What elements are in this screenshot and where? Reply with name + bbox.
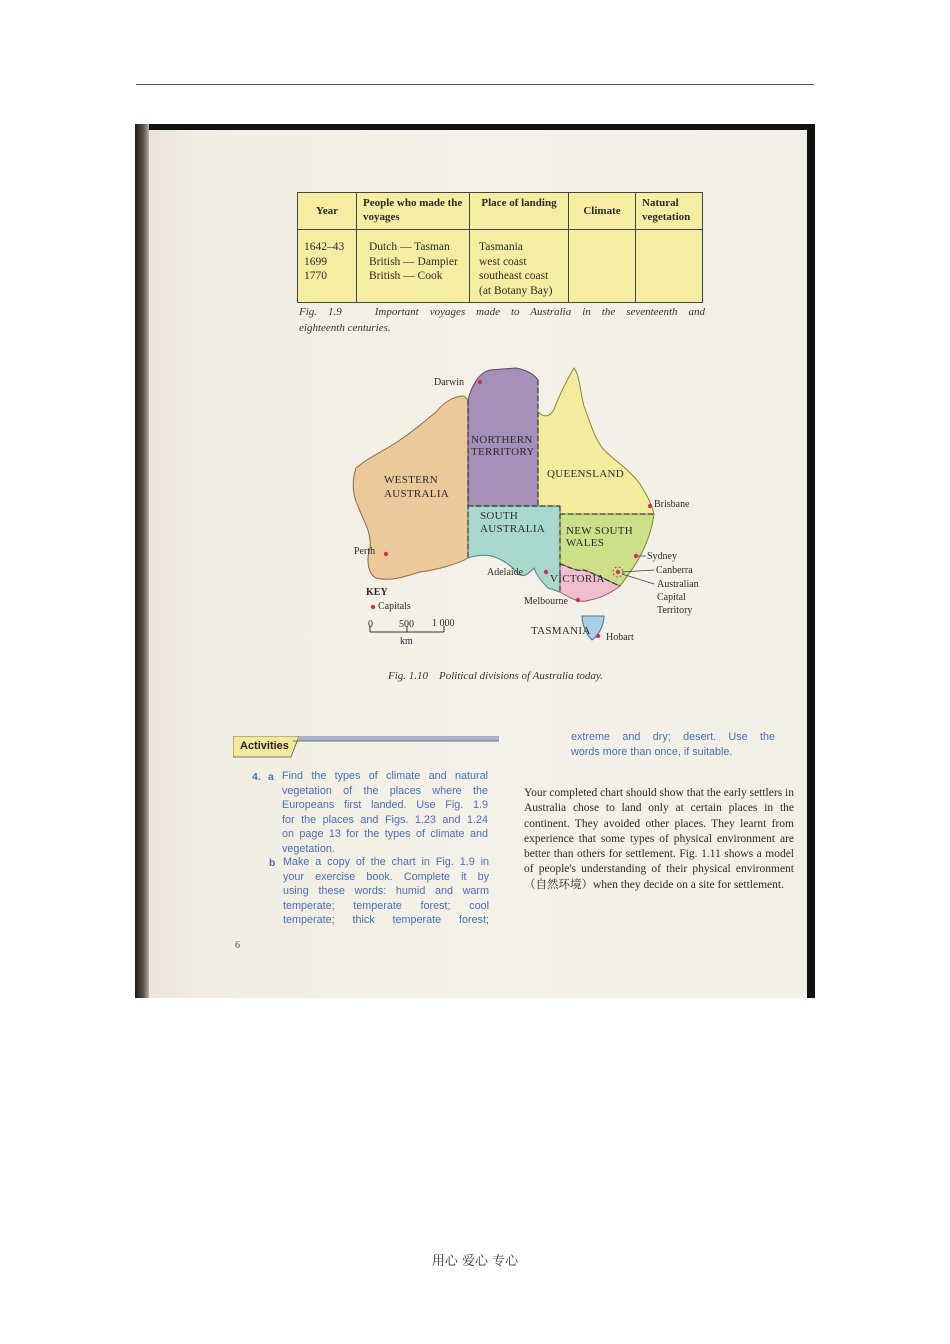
capital-dot-melbourne bbox=[576, 598, 580, 602]
place-value: (at Botany Bay) bbox=[479, 284, 553, 297]
people-value: British — Cook bbox=[369, 270, 443, 282]
activity-a-text bbox=[282, 769, 488, 856]
header-climate: Climate bbox=[569, 193, 636, 230]
label-act-1: Australian bbox=[657, 579, 699, 590]
place-value: Tasmania bbox=[479, 241, 523, 253]
people-cell bbox=[357, 230, 470, 303]
key-capital-dot bbox=[371, 605, 375, 609]
scale-mid: 500 bbox=[399, 619, 414, 630]
table-body-row bbox=[298, 230, 703, 303]
activity-a-line: Find the types of climate and natural bbox=[282, 770, 488, 782]
label-canberra: Canberra bbox=[656, 565, 693, 576]
key-title: KEY bbox=[366, 587, 388, 598]
activity-b-continued-line: words more than once, if suitable. bbox=[571, 745, 733, 758]
activity-b-line: temperate; thick temperate forest; bbox=[283, 914, 489, 926]
label-sa-1: SOUTH bbox=[480, 510, 519, 522]
activity-b-line: your exercise book. Complete it by bbox=[283, 870, 489, 883]
scale-max: 1 000 bbox=[432, 618, 455, 629]
body-paragraph: Your completed chart should show that the early settlers in Australia chose to land only at certain places in the continent. They avoided other places. They learnt from experience that some types of physical environment are better than others for settlement. Fig. 1.11 shows a model of people's understanding of their physical environment（自然环境）when they decide on a site for settlement. bbox=[524, 787, 794, 891]
header-rule bbox=[136, 84, 814, 85]
label-act-3: Territory bbox=[657, 605, 693, 616]
activity-b-text bbox=[283, 855, 489, 928]
fig-1-10-caption bbox=[388, 670, 603, 682]
capital-dot-sydney bbox=[634, 554, 638, 558]
header-vegetation: Natural vegetation bbox=[636, 193, 703, 230]
scale-unit: km bbox=[400, 636, 413, 647]
activity-a-line: on page 13 for the types of climate and bbox=[282, 828, 488, 840]
activity-b-continued-line: extreme and dry; desert. Use the bbox=[571, 731, 775, 743]
header-people: People who made the voyages bbox=[357, 193, 470, 230]
activity-a-line: vegetation of the places where the bbox=[282, 784, 488, 797]
fig-1-10-text: Political divisions of Australia today. bbox=[439, 670, 603, 682]
label-sa-2: AUSTRALIA bbox=[480, 523, 546, 535]
capital-dot-perth bbox=[384, 552, 388, 556]
years-cell bbox=[298, 230, 357, 303]
vegetation-cell bbox=[636, 230, 703, 303]
place-value: west coast bbox=[479, 255, 527, 268]
activity-a-line: vegetation. bbox=[282, 842, 335, 855]
activity-b-continued bbox=[571, 730, 775, 759]
activity-b-line: temperate; temperate forest; cool bbox=[283, 899, 489, 912]
place-value: southeast coast bbox=[479, 270, 549, 282]
fig-1-9-number: Fig. 1.9 bbox=[299, 306, 342, 318]
activity-a-mark: a bbox=[268, 771, 274, 783]
key-capitals-label: Capitals bbox=[378, 601, 411, 612]
people-value: British — Dampier bbox=[369, 255, 458, 268]
label-vic: VICTORIA bbox=[550, 573, 605, 585]
activity-a-line: Europeans first landed. Use Fig. 1.9 bbox=[282, 799, 488, 811]
queensland-region bbox=[538, 368, 654, 514]
label-nt-2: TERRITORY bbox=[471, 446, 535, 458]
label-brisbane: Brisbane bbox=[654, 499, 690, 510]
fig-1-9-caption bbox=[299, 306, 705, 318]
book-spine bbox=[135, 124, 149, 998]
year-value: 1642–43 bbox=[304, 241, 345, 253]
activity-b-mark: b bbox=[269, 857, 276, 869]
label-sydney: Sydney bbox=[647, 551, 677, 562]
activity-b-line: using these words: humid and warm bbox=[283, 885, 489, 897]
page-number: 6 bbox=[235, 940, 240, 951]
fig-1-10-number: Fig. 1.10 bbox=[388, 670, 429, 682]
label-wa-1: WESTERN bbox=[384, 474, 439, 486]
capital-dot-darwin bbox=[478, 380, 482, 384]
scale-zero: 0 bbox=[368, 619, 373, 630]
activity-number: 4. bbox=[252, 771, 261, 783]
capital-dot-adelaide bbox=[544, 570, 548, 574]
climate-cell bbox=[569, 230, 636, 303]
label-nsw-2: WALES bbox=[566, 537, 605, 549]
capital-dot-hobart bbox=[596, 634, 600, 638]
label-nt-1: NORTHERN bbox=[471, 434, 533, 446]
header-year: Year bbox=[298, 193, 357, 230]
voyages-table bbox=[297, 192, 703, 303]
activities-title: Activities bbox=[240, 740, 289, 752]
label-nsw-1: NEW SOUTH bbox=[566, 525, 633, 537]
label-adelaide: Adelaide bbox=[487, 567, 524, 578]
fig-1-9-caption-line2: eighteenth centuries. bbox=[299, 322, 391, 334]
label-melbourne: Melbourne bbox=[524, 596, 568, 607]
capital-dot-canberra bbox=[616, 570, 620, 574]
label-wa-2: AUSTRALIA bbox=[384, 488, 450, 500]
label-hobart: Hobart bbox=[606, 632, 634, 643]
label-perth: Perth bbox=[354, 546, 376, 557]
label-qld: QUEENSLAND bbox=[547, 468, 624, 480]
label-tas: TASMANIA bbox=[531, 625, 591, 637]
label-act-2: Capital bbox=[657, 592, 686, 603]
table-header-row bbox=[298, 193, 703, 230]
activity-a-line: for the places and Figs. 1.23 and 1.24 bbox=[282, 813, 488, 826]
activity-b-line: Make a copy of the chart in Fig. 1.9 in bbox=[283, 856, 489, 868]
year-value: 1770 bbox=[304, 270, 327, 282]
label-darwin: Darwin bbox=[434, 377, 464, 388]
places-cell bbox=[470, 230, 569, 303]
year-value: 1699 bbox=[304, 255, 327, 268]
fig-1-9-caption-line1: Important voyages made to Australia in the seventeenth and bbox=[374, 306, 705, 318]
header-place: Place of landing bbox=[470, 193, 569, 230]
footer-text: 用心 爱心 专心 bbox=[431, 1254, 519, 1269]
capital-dot-brisbane bbox=[648, 504, 652, 508]
people-value: Dutch — Tasman bbox=[369, 241, 450, 253]
